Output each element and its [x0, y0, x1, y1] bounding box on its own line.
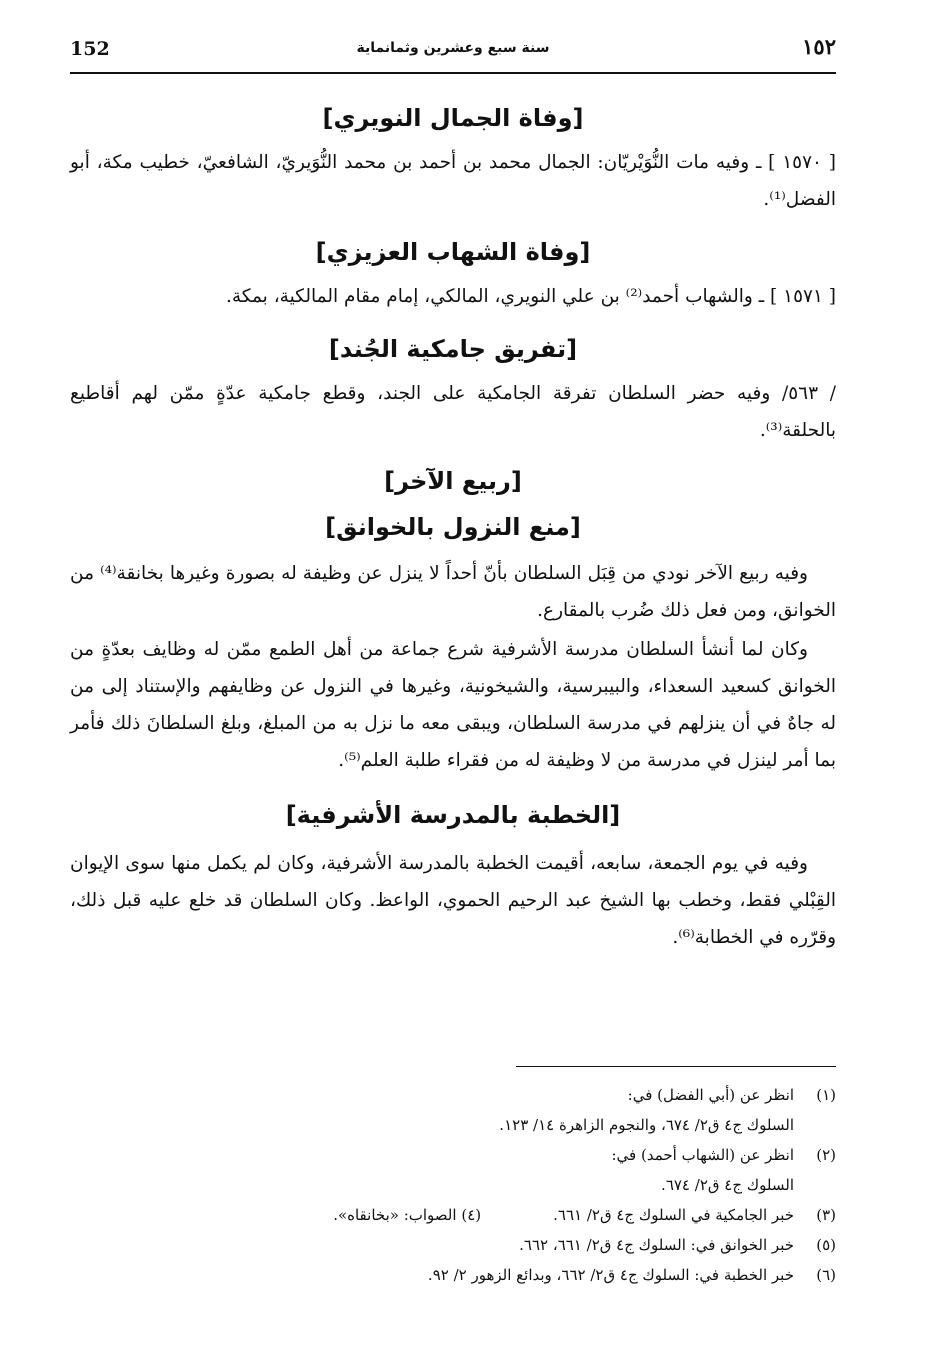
entry-1570: [ ١٥٧٠ ] ـ وفيه مات النُّوَيْريّان: الجمال محمد بن أحمد بن محمد النُّوَيريّ، الشافعيّ، خطيب مكة، أبو الفضل⁽¹⁾. [70, 152, 836, 210]
section-heading-shihab-death: [وفاة الشهاب العزيزي] [315, 238, 591, 266]
footnote-6 [70, 1260, 836, 1290]
page-header [70, 32, 836, 76]
month-heading-rabi-akhir: [ربيع الآخر] [384, 467, 522, 495]
footnote-number: (٦) [816, 1266, 836, 1284]
footnote-4 [333, 1206, 481, 1224]
footnote-5 [70, 1230, 836, 1260]
footnote-3-4 [70, 1200, 836, 1230]
footnote-number: (٢) [816, 1146, 836, 1164]
page-number-latin: 152 [70, 38, 110, 60]
footnote-rule [516, 1066, 836, 1067]
khawaniq-paragraph-1: وفيه ربيع الآخر نودي من قِبَل السلطان بأنّ أحداً لا ينزل عن وظيفة له بصورة وغيرها بخانقة⁽⁴⁾ من الخوانق، ومن فعل ذلك ضُرب بالمقارع. [70, 563, 836, 621]
footnote-2-source: السلوك ج٤ ق٢/ ٦٧٤. [661, 1176, 794, 1194]
header-rule [70, 72, 836, 74]
footnote-text: خبر الجامكية في السلوك ج٤ ق٢/ ٦٦١. [553, 1206, 794, 1224]
footnote-number: (٤) [461, 1206, 482, 1224]
section-heading-nuwayri-death: [وفاة الجمال النويري] [322, 104, 584, 132]
footnote-text: خبر الخطبة في: السلوك ج٤ ق٢/ ٦٦٢، وبدائع الزهور ٢/ ٩٢. [427, 1266, 794, 1284]
section-heading-khawaniq: [منع النزول بالخوانق] [325, 513, 581, 541]
footnotes [70, 1080, 836, 1290]
jamakiya-paragraph: / ٥٦٣/ وفيه حضر السلطان تفرقة الجامكية على الجند، وقطع جامكية عدّةٍ ممّن لهم أقاطيع بالحلقة⁽³⁾. [70, 383, 836, 441]
page-number-arabic: ١٥٢ [802, 34, 836, 59]
footnote-text: الصواب: «بخانقاه». [333, 1206, 457, 1224]
footnote-number: (٣) [816, 1206, 836, 1224]
footnote-text: انظر عن (الشهاب أحمد) في: [611, 1146, 794, 1164]
page-body [70, 96, 836, 956]
footnote-text: انظر عن (أبي الفضل) في: [627, 1086, 794, 1104]
khawaniq-paragraph-2: وكان لما أنشأ السلطان مدرسة الأشرفية شرع جماعة من أهل الطمع ممّن له وظايف بعدّةٍ من الخوانق كسعيد السعداء، والبيبرسية، والشيخونية، وغيرها في النزول عن وظايفهم والإستناد إلى من له جاهٌ في أن ينزلهم في مدرسة السلطان، ويبقى معه ما نزل به من المبلغ، وبلغ السلطانَ ذلك فأمر بما أمر لينزل في مدرسة من لا وظيفة له من فقراء طلبة العلم⁽⁵⁾. [70, 639, 836, 771]
footnote-2 [70, 1140, 836, 1170]
section-heading-jamakiya: [تفريق جامكية الجُند] [328, 335, 578, 363]
running-title: سنة سبع وعشرين وثمانماية [356, 40, 550, 56]
footnote-text: خبر الخوانق في: السلوك ج٤ ق٢/ ٦٦١، ٦٦٢. [519, 1236, 794, 1254]
footnote-1-source: السلوك ج٤ ق٢/ ٦٧٤، والنجوم الزاهرة ١٤/ ١٢٣. [499, 1116, 794, 1134]
footnote-1 [70, 1080, 836, 1110]
khutba-paragraph: وفيه في يوم الجمعة، سابعه، أقيمت الخطبة بالمدرسة الأشرفية، وكان لم يكمل منها سوى الإيوان القِبْلي فقط، وخطب بها الشيخ عبد الرحيم الحموي، الواعظ. وكان السلطان قد خلع عليه قبل ذلك، وقرّره في الخطابة⁽⁶⁾. [70, 853, 836, 948]
entry-1571: [ ١٥٧١ ] ـ والشهاب أحمد⁽²⁾ بن علي النويري، المالكي، إمام مقام المالكية، بمكة. [225, 286, 836, 307]
footnote-number: (١) [816, 1086, 836, 1104]
footnote-number: (٥) [816, 1236, 836, 1254]
section-heading-khutba: [الخطبة بالمدرسة الأشرفية] [285, 801, 621, 829]
